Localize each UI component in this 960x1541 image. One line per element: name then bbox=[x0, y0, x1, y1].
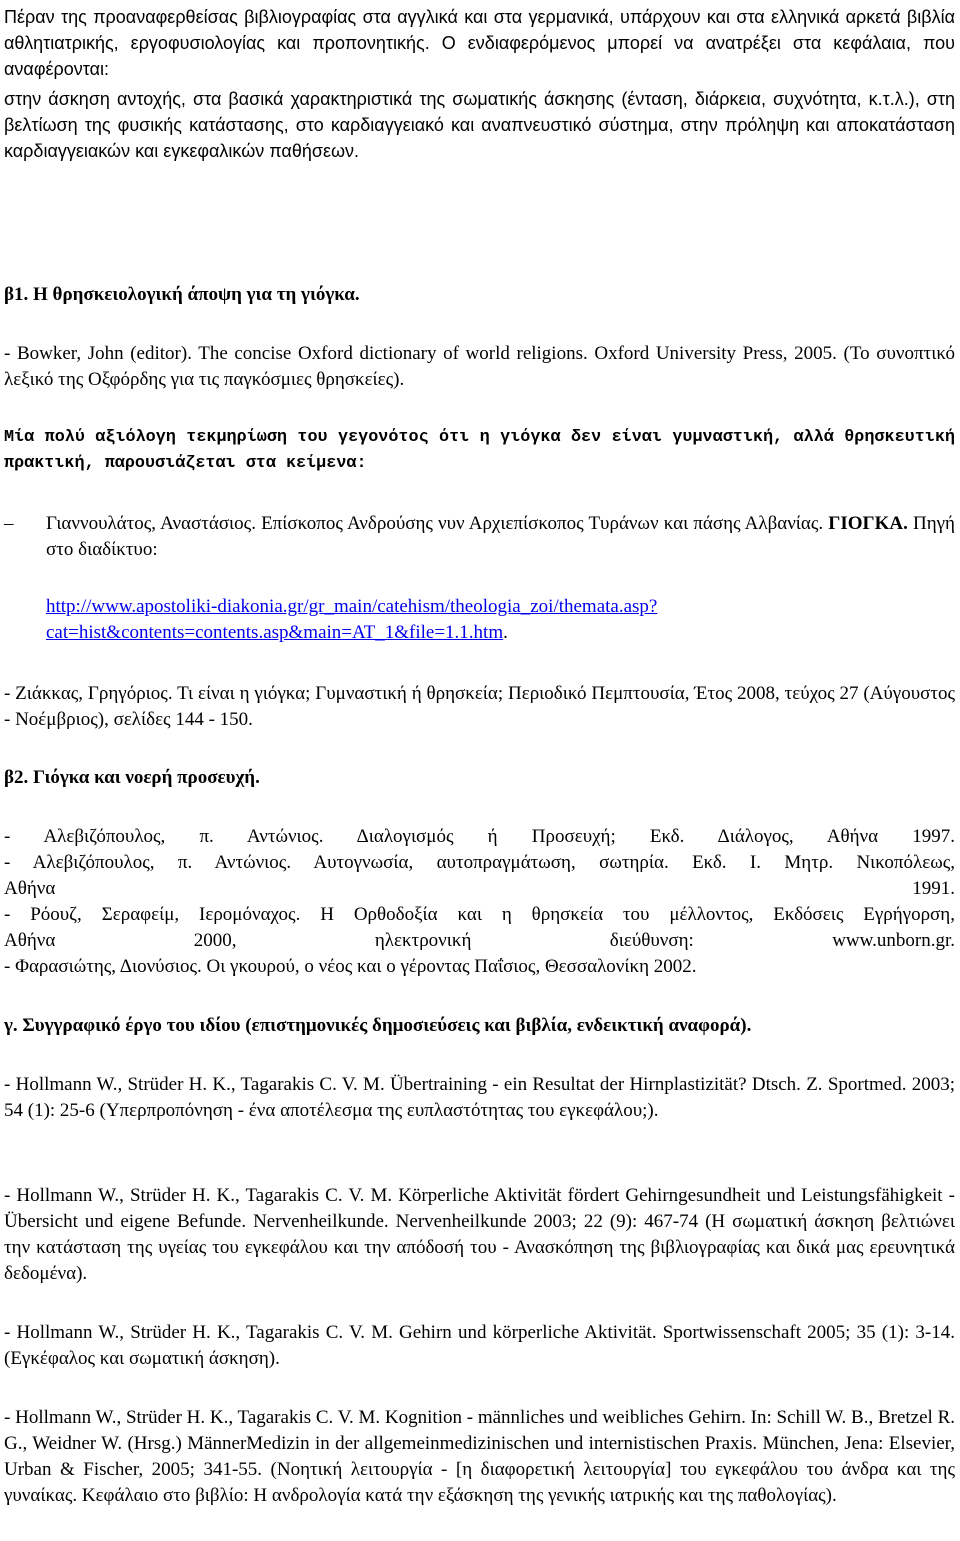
b2-reference-2a: - Αλεβιζόπουλος, π. Αντώνιος. Αυτογνωσία, αυτοπραγμάτωση, σωτηρία. Εκδ. Ι. Μητρ. Νικοπόλεως, bbox=[4, 852, 955, 873]
g-reference-3: - Hollmann W., Strüder H. K., Tagarakis C. V. M. Gehirn und körperliche Aktivität. Sportwissenschaft 2005; 35 (1): 3-14. (Εγκέφαλος και σωματική άσκηση). bbox=[4, 1322, 955, 1369]
b1-note: Μία πολύ αξιόλογη τεκμηρίωση του γεγονότος ότι η γιόγκα δεν είναι γυμναστική, αλλά θρησκευτική πρακτική, παρουσιάζεται στα κείμενα: bbox=[4, 428, 955, 473]
list-item-body bbox=[46, 511, 955, 563]
item-text-b: Πηγή στο διαδίκτυο: bbox=[46, 513, 955, 560]
g-reference-2: - Hollmann W., Strüder H. K., Tagarakis C. V. M. Körperliche Aktivität fördert Gehirngesundheit und Leistungsfähigkeit - Übersicht und eigene Befunde. Nervenheilkunde. Nervenheilkunde 2003; 22 (9): 467-74 (Η σωματική άσκηση βελτιώνει την κατάσταση της υγείας του εγκεφάλου και την απόδοσή του - Ανασκόπηση της βιβλιογραφίας και δικά μας ερευνητικά δεδομένα). bbox=[4, 1185, 955, 1284]
section-g-heading: γ. Συγγραφικό έργο του ιδίου (επιστημονικές δημοσιεύσεις και βιβλία, ενδεικτική αναφορά). bbox=[4, 1015, 752, 1036]
b1-reference-ziakkas: - Ζιάκκας, Γρηγόριος. Τι είναι η γιόγκα; Γυμναστική ή θρησκεία; Περιοδικό Πεμπτουσία, Έτος 2008, τεύχος 27 (Αύγουστος - Νοέμβριος), σελίδες 144 - 150. bbox=[4, 683, 955, 730]
b1-reference-bowker: - Bowker, John (editor). The concise Oxford dictionary of world religions. Oxford University Press, 2005. (Το συνοπτικό λεξικό της Οξφόρδης για τις παγκόσμιες θρησκείες). bbox=[4, 343, 955, 390]
intro-topics-paragraph: στην άσκηση αντοχής, στα βασικά χαρακτηριστικά της σωματικής άσκησης (ένταση, διάρκεια, συχνότητα, κ.τ.λ.), στη βελτίωση της φυσικής κατάστασης, στο καρδιαγγειακό και αναπνευστικό σύστημα, στην πρόληψη και αποκατάσταση καρδιαγγειακών και εγκεφαλικών παθήσεων. bbox=[4, 89, 955, 161]
b1-link-block bbox=[46, 594, 955, 646]
list-dash: – bbox=[4, 513, 14, 534]
link-tail: . bbox=[503, 622, 508, 643]
item-text-a: Γιαννουλάτος, Αναστάσιος. Επίσκοπος Ανδρούσης νυν Αρχιεπίσκοπος Τυράνων και πάσης Αλβανίας. bbox=[46, 513, 829, 534]
b1-list-item-giannoulatos bbox=[4, 511, 955, 563]
b2-reference-4: - Φαρασιώτης, Διονύσιος. Οι γκουρού, ο νέος και ο γέροντας Παΐσιος, Θεσσαλονίκη 2002. bbox=[4, 956, 697, 977]
apostoliki-diakonia-link[interactable]: http://www.apostoliki-diakonia.gr/gr_main/catehism/theologia_zoi/themata.asp? cat=hist&contents=contents.asp&main=AT_1&file=1.1.htm bbox=[46, 596, 658, 643]
section-b2-heading: β2. Γιόγκα και νοερή προσευχή. bbox=[4, 767, 260, 788]
b2-reference-3b: Αθήνα 2000, ηλεκτρονική διεύθυνση: www.unborn.gr. bbox=[4, 930, 955, 951]
b2-reference-3a: - Ρόουζ, Σεραφείμ, Ιερομόναχος. Η Ορθοδοξία και η θρησκεία του μέλλοντος, Εκδόσεις Εγρήγορση, bbox=[4, 904, 955, 925]
b2-reference-2b: Αθήνα 1991. bbox=[4, 878, 955, 899]
b2-reference-1: - Αλεβιζόπουλος, π. Αντώνιος. Διαλογισμός ή Προσευχή; Εκδ. Διάλογος, Αθήνα 1997. bbox=[4, 826, 955, 847]
g-reference-1: - Hollmann W., Strüder H. K., Tagarakis C. V. M. Übertraining - ein Resultat der Hirnplastizität? Dtsch. Z. Sportmed. 2003; 54 (1): 25-6 (Υπερπροπόνηση - ένα αποτέλεσμα της ευπλαστότητας του εγκεφάλου;). bbox=[4, 1074, 955, 1121]
g-reference-4: - Hollmann W., Strüder H. K., Tagarakis C. V. M. Kognition - männliches und weibliches Gehirn. In: Schill W. B., Bretzel R. G., Weidner W. (Hrsg.) MännerMedizin in der allgemeinmedizinischen und internistischen Praxis. München, Jena: Elsevier, Urban & Fischer, 2005; 341-55. (Νοητική λειτουργία - [η διαφορετική λειτουργία] του εγκεφάλου του άνδρα και της γυναίκας. Κεφάλαιο στο βιβλίο: Η ανδρολογία κατά την εξάσκηση της γενικής ιατρικής και της παθολογίας). bbox=[4, 1407, 955, 1506]
section-b1-heading: β1. Η θρησκειολογική άποψη για τη γιόγκα. bbox=[4, 284, 360, 305]
item-title-bold: ΓΙΟΓΚΑ. bbox=[828, 513, 908, 534]
intro-paragraph: Πέραν της προαναφερθείσας βιβλιογραφίας στα αγγλικά και στα γερμανικά, υπάρχουν και στα ελληνικά αρκετά βιβλία αθλητιατρικής, εργοφυσιολογίας και προπονητικής. Ο ενδιαφερόμενος μπορεί να ανατρέξει στα κεφάλαια, που αναφέρονται: bbox=[4, 7, 955, 79]
